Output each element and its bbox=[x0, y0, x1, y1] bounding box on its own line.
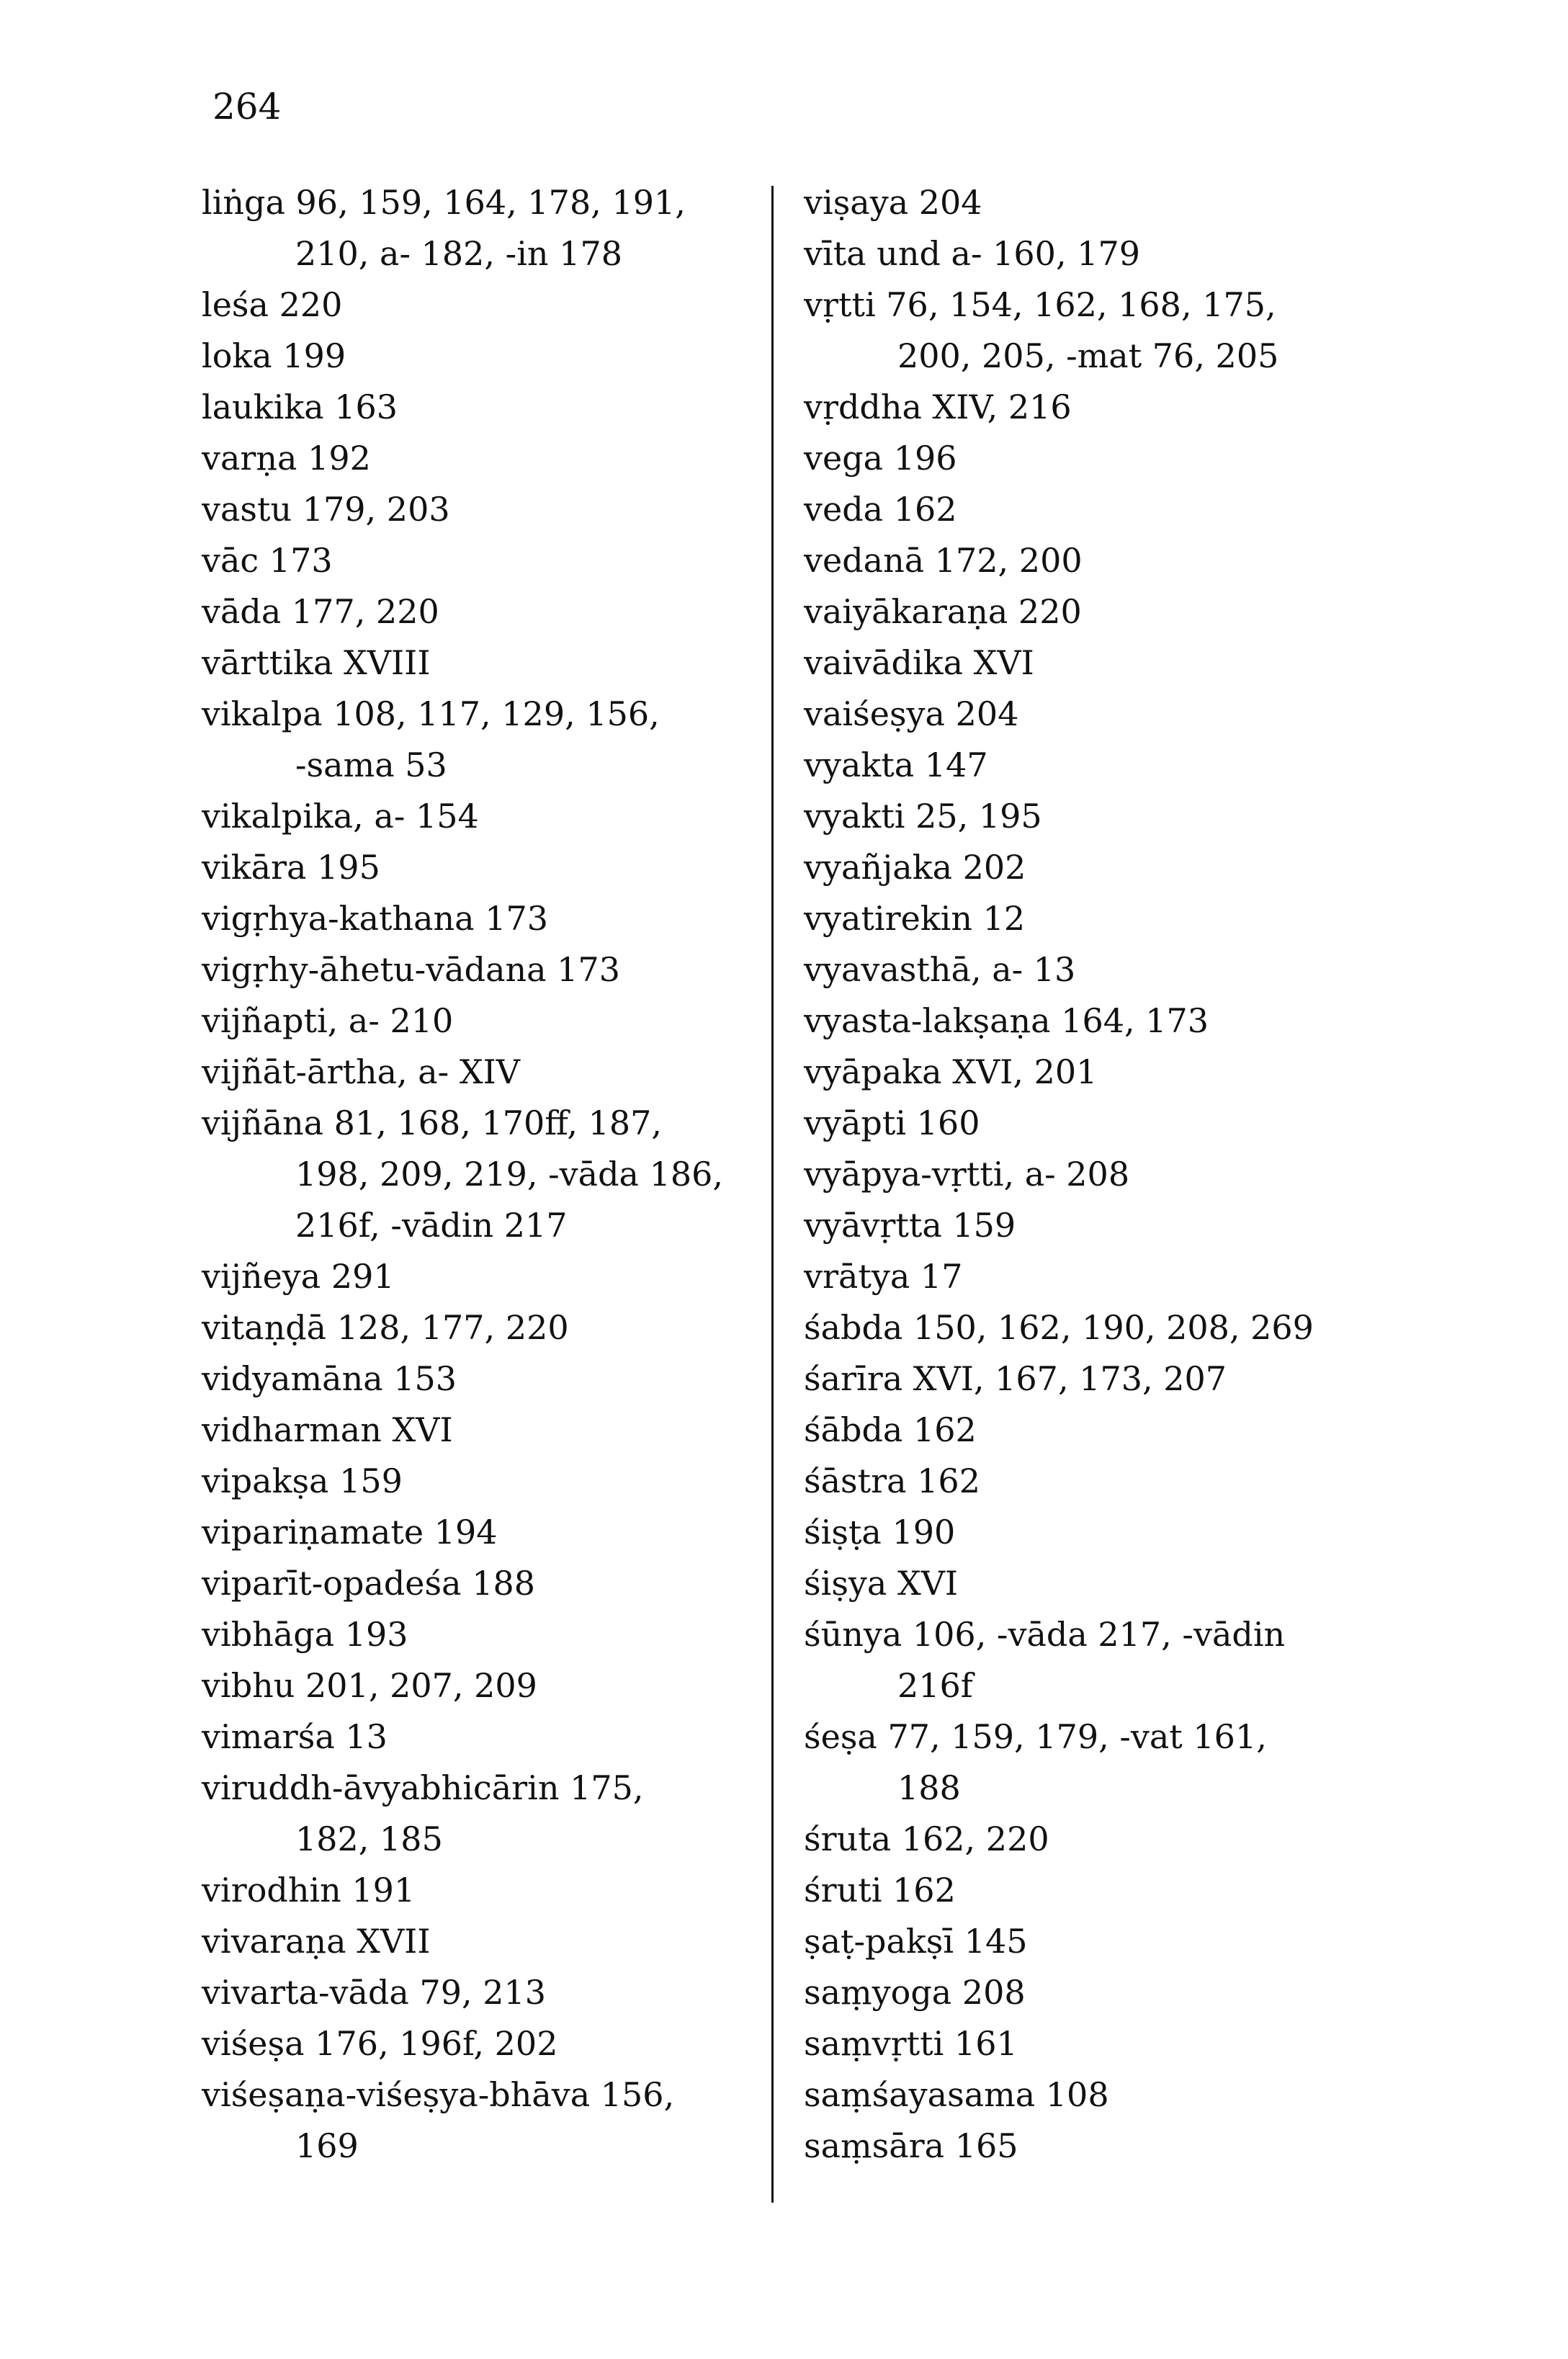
index-entry: viśeṣa 176, 196f, 202 bbox=[202, 2024, 558, 2063]
index-entry-continuation: -sama 53 bbox=[295, 746, 447, 784]
index-entry: vyāvṛtta 159 bbox=[804, 1206, 1016, 1245]
index-entry: saṃśayasama 108 bbox=[804, 2075, 1109, 2114]
index-entry: saṃsāra 165 bbox=[804, 2126, 1018, 2165]
index-entry: vijñāt-ārtha, a- XIV bbox=[202, 1052, 520, 1091]
index-entry: vijñapti, a- 210 bbox=[202, 1001, 454, 1040]
index-entry-continuation: 198, 209, 219, -vāda 186, bbox=[295, 1155, 724, 1194]
index-entry: śruti 162 bbox=[804, 1871, 956, 1910]
index-entry: vijñāna 81, 168, 170ff, 187, bbox=[202, 1104, 663, 1142]
index-entry: vigṛhya-kathana 173 bbox=[202, 899, 549, 938]
index-entry: vikāra 195 bbox=[202, 848, 380, 887]
index-entry: viparīt-opadeśa 188 bbox=[202, 1564, 535, 1603]
index-entry: śiṣṭa 190 bbox=[804, 1513, 956, 1552]
index-entry: vivaraṇa XVII bbox=[202, 1922, 431, 1961]
index-entry: vidharman XVI bbox=[202, 1410, 453, 1449]
index-entry: vyāpya-vṛtti, a- 208 bbox=[804, 1155, 1130, 1194]
index-entry: vigṛhy-āhetu-vādana 173 bbox=[202, 950, 620, 989]
index-entry: vaiyākaraṇa 220 bbox=[804, 592, 1082, 631]
index-entry: vyatirekin 12 bbox=[804, 899, 1026, 938]
index-entry: vaiśeṣya 204 bbox=[804, 694, 1019, 733]
index-entry: varṇa 192 bbox=[202, 439, 371, 478]
index-entry: vastu 179, 203 bbox=[202, 490, 450, 529]
index-entry-continuation: 169 bbox=[295, 2126, 359, 2165]
index-entry: śūnya 106, -vāda 217, -vādin bbox=[804, 1615, 1286, 1654]
index-entry: laukika 163 bbox=[202, 388, 398, 426]
index-entry: śruta 162, 220 bbox=[804, 1819, 1049, 1858]
index-entry: śarīra XVI, 167, 173, 207 bbox=[804, 1359, 1227, 1398]
index-entry-continuation: 188 bbox=[897, 1768, 961, 1807]
index-entry: vyakta 147 bbox=[804, 746, 988, 784]
index-entry: vikalpika, a- 154 bbox=[202, 797, 479, 836]
page-number: 264 bbox=[212, 86, 282, 127]
index-entry: virodhin 191 bbox=[202, 1871, 416, 1910]
index-entry: vārttika XVIII bbox=[202, 643, 431, 682]
index-column-right bbox=[804, 177, 1380, 2172]
index-entry: vibhāga 193 bbox=[202, 1615, 408, 1654]
index-entry: vṛddha XIV, 216 bbox=[804, 388, 1072, 426]
index-entry: viśeṣaṇa-viśeṣya-bhāva 156, bbox=[202, 2075, 675, 2114]
index-entry: viṣaya 204 bbox=[804, 183, 982, 222]
index-entry: vibhu 201, 207, 209 bbox=[202, 1666, 537, 1705]
index-entry: vyakti 25, 195 bbox=[804, 797, 1042, 836]
index-entry: vijñeya 291 bbox=[202, 1257, 395, 1296]
index-entry: viruddh-āvyabhicārin 175, bbox=[202, 1768, 644, 1807]
index-entry: vīta und a- 160, 179 bbox=[804, 234, 1140, 273]
index-entry: vedanā 172, 200 bbox=[804, 541, 1083, 580]
index-entry: vāc 173 bbox=[202, 541, 333, 580]
index-entry: vitaṇḍā 128, 177, 220 bbox=[202, 1308, 569, 1347]
index-entry: śeṣa 77, 159, 179, -vat 161, bbox=[804, 1717, 1267, 1756]
index-entry: liṅga 96, 159, 164, 178, 191, bbox=[202, 183, 686, 222]
index-entry: vyavasthā, a- 13 bbox=[804, 950, 1076, 989]
index-entry: śāstra 162 bbox=[804, 1461, 980, 1500]
index-entry: vṛtti 76, 154, 162, 168, 175, bbox=[804, 285, 1276, 324]
index-entry: vyāpaka XVI, 201 bbox=[804, 1052, 1098, 1091]
index-entry-continuation: 216f bbox=[897, 1666, 973, 1705]
index-entry-continuation: 216f, -vādin 217 bbox=[295, 1206, 568, 1245]
index-entry: śābda 162 bbox=[804, 1410, 977, 1449]
index-entry: leśa 220 bbox=[202, 285, 343, 324]
index-entry-continuation: 200, 205, -mat 76, 205 bbox=[897, 336, 1279, 375]
index-entry-continuation: 210, a- 182, -in 178 bbox=[295, 234, 622, 273]
index-entry: vaivādika XVI bbox=[804, 643, 1034, 682]
index-column-left bbox=[202, 177, 778, 2172]
index-entry: vimarśa 13 bbox=[202, 1717, 387, 1756]
index-entry: veda 162 bbox=[804, 490, 957, 529]
index-entry: saṃyoga 208 bbox=[804, 1973, 1026, 2012]
index-entry: ṣaṭ-pakṣī 145 bbox=[804, 1922, 1028, 1961]
index-entry: vipakṣa 159 bbox=[202, 1461, 403, 1500]
index-entry: vikalpa 108, 117, 129, 156, bbox=[202, 694, 660, 733]
index-entry: vega 196 bbox=[804, 439, 957, 478]
index-entry: śiṣya XVI bbox=[804, 1564, 959, 1603]
index-entry-continuation: 182, 185 bbox=[295, 1819, 443, 1858]
index-entry: vyāpti 160 bbox=[804, 1104, 980, 1142]
index-entry: vyasta-lakṣaṇa 164, 173 bbox=[804, 1001, 1209, 1040]
index-entry: śabda 150, 162, 190, 208, 269 bbox=[804, 1308, 1314, 1347]
index-entry: vidyamāna 153 bbox=[202, 1359, 457, 1398]
index-entry: vrātya 17 bbox=[804, 1257, 963, 1296]
index-entry: saṃvṛtti 161 bbox=[804, 2024, 1018, 2063]
index-entry: vyañjaka 202 bbox=[804, 848, 1026, 887]
column-divider bbox=[771, 186, 774, 2203]
index-entry: vivarta-vāda 79, 213 bbox=[202, 1973, 547, 2012]
index-entry: loka 199 bbox=[202, 336, 346, 375]
index-entry: vipariṇamate 194 bbox=[202, 1513, 498, 1552]
index-entry: vāda 177, 220 bbox=[202, 592, 439, 631]
